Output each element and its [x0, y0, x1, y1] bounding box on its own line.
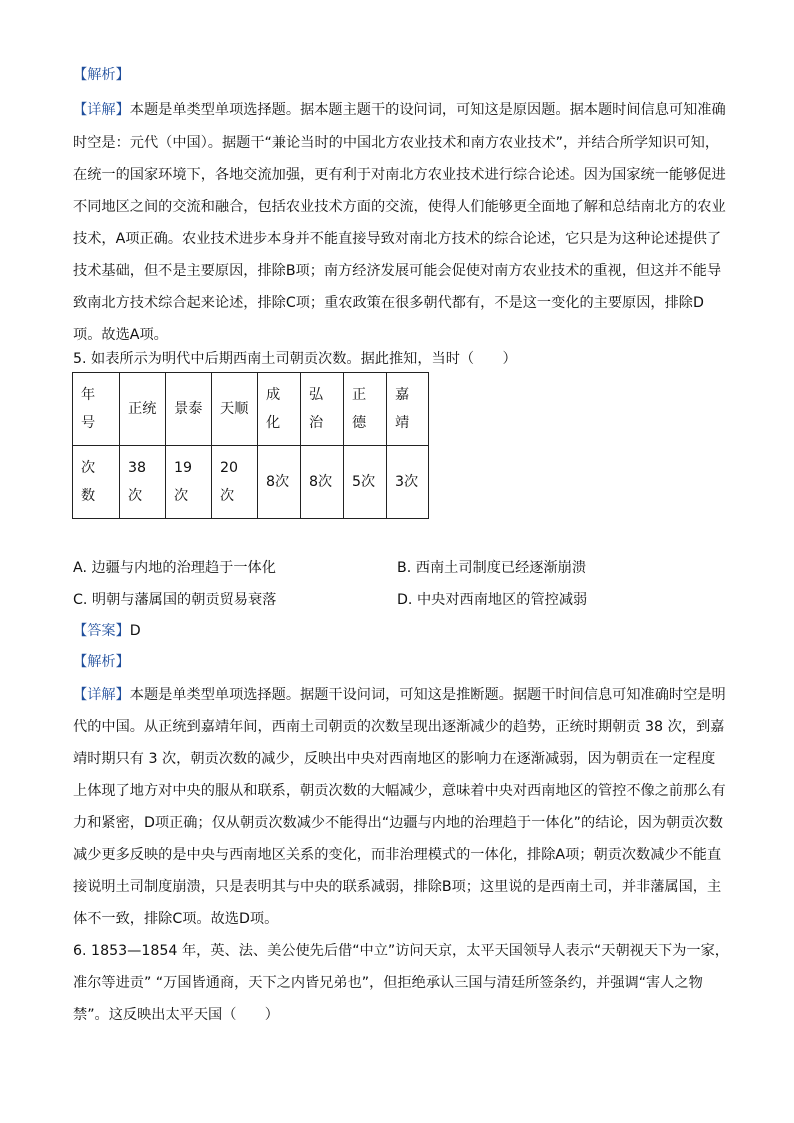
cell-text: 天顺	[220, 401, 249, 417]
text-line: 不同地区之间的交流和融合，包括农业技术方面的交流，使得人们能够更全面地了解和总结南北方的农业	[73, 199, 726, 215]
table-cell	[344, 373, 387, 446]
cell-text: 次	[81, 460, 96, 476]
text-line: 靖时期只有 3 次，朝贡次数的减少，反映出中央对西南地区的影响力在逐渐减弱，因为朝贡在一定程度	[73, 751, 716, 767]
detail-label: 【详解】	[73, 687, 130, 703]
cell-text: 德	[352, 415, 367, 431]
cell-text: 正	[352, 387, 367, 403]
analysis-label: 【解析】	[73, 67, 130, 83]
cell-text: 号	[81, 415, 96, 431]
answer-line	[73, 622, 141, 640]
table-header-cell	[73, 373, 120, 446]
table-cell	[258, 446, 301, 519]
cell-text: 化	[266, 415, 281, 431]
cell-text: 年	[81, 387, 96, 403]
cell-text: 次	[128, 488, 143, 504]
table-cell	[387, 446, 429, 519]
answer-value: D	[129, 623, 141, 639]
option-b: B. 西南土司制度已经逐渐崩溃	[397, 560, 587, 576]
cell-text: 19	[174, 460, 193, 476]
detail-line-1	[73, 686, 726, 704]
table-cell	[344, 446, 387, 519]
text-line: 项。故选A项。	[73, 327, 168, 343]
detail-label: 【详解】	[73, 102, 130, 118]
cell-text: 8次	[309, 474, 333, 490]
question-6-line: 6. 1853—1854 年，英、法、美公使先后借“中立”访问天京，太平天国领导人表示“天朝视天下为一家，	[73, 943, 729, 959]
cell-text: 8次	[266, 474, 290, 490]
table-header-cell	[73, 446, 120, 519]
cell-text: 正统	[128, 401, 157, 417]
table-cell	[212, 373, 258, 446]
option-c: C. 明朝与藩属国的朝贡贸易衰落	[73, 592, 277, 608]
table-cell	[212, 446, 258, 519]
text-line: 技术基础，但不是主要原因，排除B项；南方经济发展可能会促使对南方农业技术的重视，但这并不能导	[73, 263, 722, 279]
text-line: 致南北方技术综合起来论述，排除C项；重农政策在很多朝代都有，不是这一变化的主要原因，排除D	[73, 295, 704, 311]
table-cell	[120, 446, 166, 519]
text-line: 上体现了地方对中央的服从和联系，朝贡次数的大幅减少，意味着中央对西南地区的管控不像之前那么有	[73, 783, 726, 799]
detail-line-1	[73, 101, 726, 119]
question-6-line: 禁”。这反映出太平天国（ ）	[73, 1007, 279, 1023]
cell-text: 靖	[395, 415, 410, 431]
table-row	[73, 446, 429, 519]
question-5-stem: 5. 如表所示为明代中后期西南土司朝贡次数。据此推知，当时（ ）	[73, 351, 517, 367]
cell-text: 治	[309, 415, 324, 431]
cell-text: 次	[220, 488, 235, 504]
answer-label: 【答案】	[73, 623, 130, 639]
question-6-line: 准尔等进贡” “万国皆通商，天下之内皆兄弟也”，但拒绝承认三国与清廷所签条约，并强调“害人之物	[73, 975, 703, 991]
table-cell	[166, 373, 212, 446]
analysis-label: 【解析】	[73, 654, 130, 670]
cell-text: 嘉	[395, 387, 410, 403]
cell-text: 景泰	[174, 401, 203, 417]
text-line: 本题是单类型单项选择题。据本题主题干的设问词，可知这是原因题。据本题时间信息可知准确	[129, 102, 726, 118]
table-cell	[120, 373, 166, 446]
text-line: 时空是：元代（中国）。据题干“兼论当时的中国北方农业技术和南方农业技术”，并结合所学知识可知，	[73, 135, 720, 151]
text-line: 力和紧密，D项正确；仅从朝贡次数减少不能得出“边疆与内地的治理趋于一体化”的结论，因为朝贡次数	[73, 815, 723, 831]
tribute-table	[72, 372, 429, 519]
text-line: 在统一的国家环境下，各地交流加强，更有利于对南北方农业技术进行综合论述。因为国家统一能够促进	[73, 167, 726, 183]
table-cell	[387, 373, 429, 446]
cell-text: 数	[81, 488, 96, 504]
cell-text: 3次	[395, 474, 419, 490]
text-line: 本题是单类型单项选择题。据题干设问词，可知这是推断题。据题干时间信息可知准确时空是明	[129, 687, 726, 703]
table-row	[73, 373, 429, 446]
text-line: 体不一致，排除C项。故选D项。	[73, 911, 279, 927]
text-line: 接说明土司制度崩溃，只是表明其与中央的联系减弱，排除B项；这里说的是西南土司，并非藩属国，主	[73, 879, 722, 895]
cell-text: 38	[128, 460, 147, 476]
table-cell	[301, 446, 344, 519]
table-cell	[166, 446, 212, 519]
text-line: 代的中国。从正统到嘉靖年间，西南土司朝贡的次数呈现出逐渐减少的趋势，正统时期朝贡 38 次，到嘉	[73, 719, 725, 735]
option-d: D. 中央对西南地区的管控减弱	[397, 592, 588, 608]
option-a: A. 边疆与内地的治理趋于一体化	[73, 560, 276, 576]
text-line: 减少更多反映的是中央与西南地区关系的变化，而非治理模式的一体化，排除A项；朝贡次数减少不能直	[73, 847, 722, 863]
cell-text: 20	[220, 460, 239, 476]
cell-text: 弘	[309, 387, 324, 403]
cell-text: 成	[266, 387, 281, 403]
cell-text: 5次	[352, 474, 376, 490]
text-line: 技术，A项正确。农业技术进步本身并不能直接导致对南北方技术的综合论述，它只是为这种论述提供了	[73, 231, 722, 247]
cell-text: 次	[174, 488, 189, 504]
table-cell	[258, 373, 301, 446]
table-cell	[301, 373, 344, 446]
